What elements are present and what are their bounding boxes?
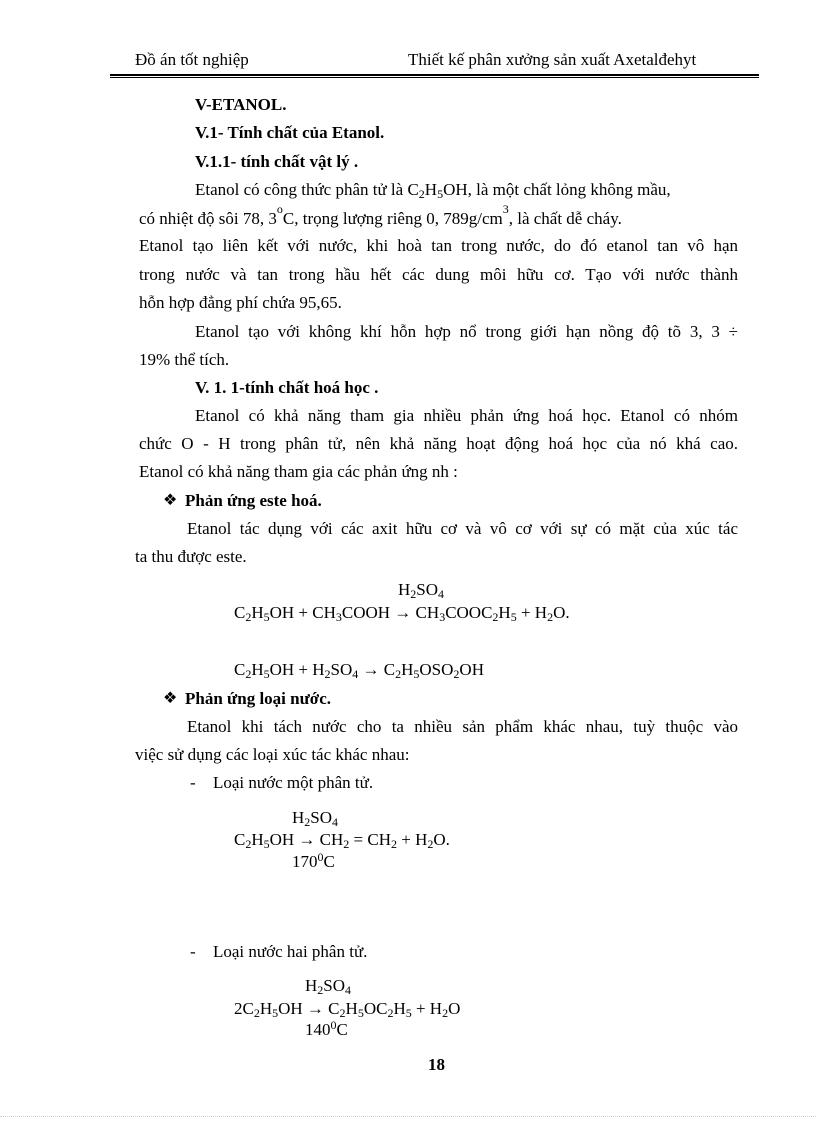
dehydration-catalyst-1: $H_2SO_4$ (292, 808, 339, 829)
header-rule (110, 74, 759, 76)
dehydration-equation-1: $C_2H_5OH \to CH_2 = CH_2 + H_2O$. (234, 830, 450, 851)
physical-line-5: hỗn hợp đẳng phí chứa 95,65. (139, 293, 342, 312)
section-heading: V-ETANOL. (195, 95, 287, 114)
list-dash: - (190, 942, 196, 961)
ester-title: Phản ứng este hoá. (185, 491, 322, 510)
bullet-diamond-icon: ❖ (163, 492, 178, 509)
chemical-line-2: chức O - H trong phân tử, nên khả năng hoạt động hoá học của nó khá cao. (139, 434, 738, 453)
list-dash: - (190, 773, 196, 792)
bullet-diamond-icon: ❖ (163, 690, 178, 707)
dehydration-item-1: Loại nước một phân tử. (213, 773, 374, 792)
page-number: 18 (428, 1055, 445, 1074)
physical-properties-heading: V.1.1- tính chất vật lý . (195, 152, 359, 171)
dehydration-line-1: Etanol khi tách nước cho ta nhiều sản phẩm khác nhau, tuỳ thuộc vào (187, 717, 738, 736)
physical-line-4: trong nước và tan trong hầu hết các dung môi hữu cơ. Tạo với nước thành (139, 265, 738, 284)
ester-catalyst: $H_2SO_4$ (398, 580, 445, 601)
header-rule-thin (110, 77, 759, 78)
physical-line-2: có nhiệt độ sôi 78, 3 o C, trọng lượng riêng 0, 789g/cm 3 , là chất dễ cháy. (139, 202, 622, 228)
chemical-line-1: Etanol có khả năng tham gia nhiều phản ứng hoá học. Etanol có nhóm (195, 406, 738, 425)
physical-line-7: 19% thể tích. (139, 350, 230, 369)
dehydration-temperature-1: $170^0C$ (292, 850, 335, 871)
dehydration-catalyst-2: $H_2SO_4$ (305, 976, 352, 997)
ester-line-1: Etanol tác dụng với các axit hữu cơ và vô cơ với sự có mặt của xúc tác (187, 519, 738, 538)
dehydration-title: Phản ứng loại nước. (185, 689, 332, 708)
header-right: Thiết kế phân xưởng sản xuất Axetalđehyt (408, 50, 697, 69)
dehydration-line-2: việc sử dụng các loại xúc tác khác nhau: (135, 745, 410, 764)
header-left: Đồ án tốt nghiệp (135, 50, 249, 69)
ester-equation-2: $C_2H_5OH + H_2SO_4 \to C_2H_5OSO_2OH$ (234, 660, 484, 681)
ester-equation-1: $C_2H_5OH$ + $CH_3COOH$ → $CH_3COOC_2H_5 + H_2O$. (234, 603, 570, 624)
dehydration-temperature-2: $140^0C$ (305, 1018, 348, 1039)
physical-line-6: Etanol tạo với không khí hỗn hợp nổ trong giới hạn nồng độ tõ 3, 3 ÷ (195, 322, 738, 341)
chemical-line-3: Etanol có khả năng tham gia các phản ứng nh : (139, 462, 458, 481)
subsection-heading: V.1- Tính chất của Etanol. (195, 123, 385, 142)
physical-line-3: Etanol tạo liên kết với nước, khi hoà tan trong nước, do đó etanol tan vô hạn (139, 236, 738, 255)
page-bottom-edge (0, 1116, 816, 1117)
ester-line-2: ta thu được este. (135, 547, 247, 566)
dehydration-equation-2: $2C_2H_5OH \to C_2H_5OC_2H_5 + H_2O$ (234, 999, 461, 1020)
chemical-properties-heading: V. 1. 1-tính chất hoá học . (195, 378, 379, 397)
physical-line-1: Etanol có công thức phân tử là $C_2H_5OH$, là một chất lỏng không mầu, (195, 180, 671, 201)
dehydration-item-2: Loại nước hai phân tử. (213, 942, 368, 961)
